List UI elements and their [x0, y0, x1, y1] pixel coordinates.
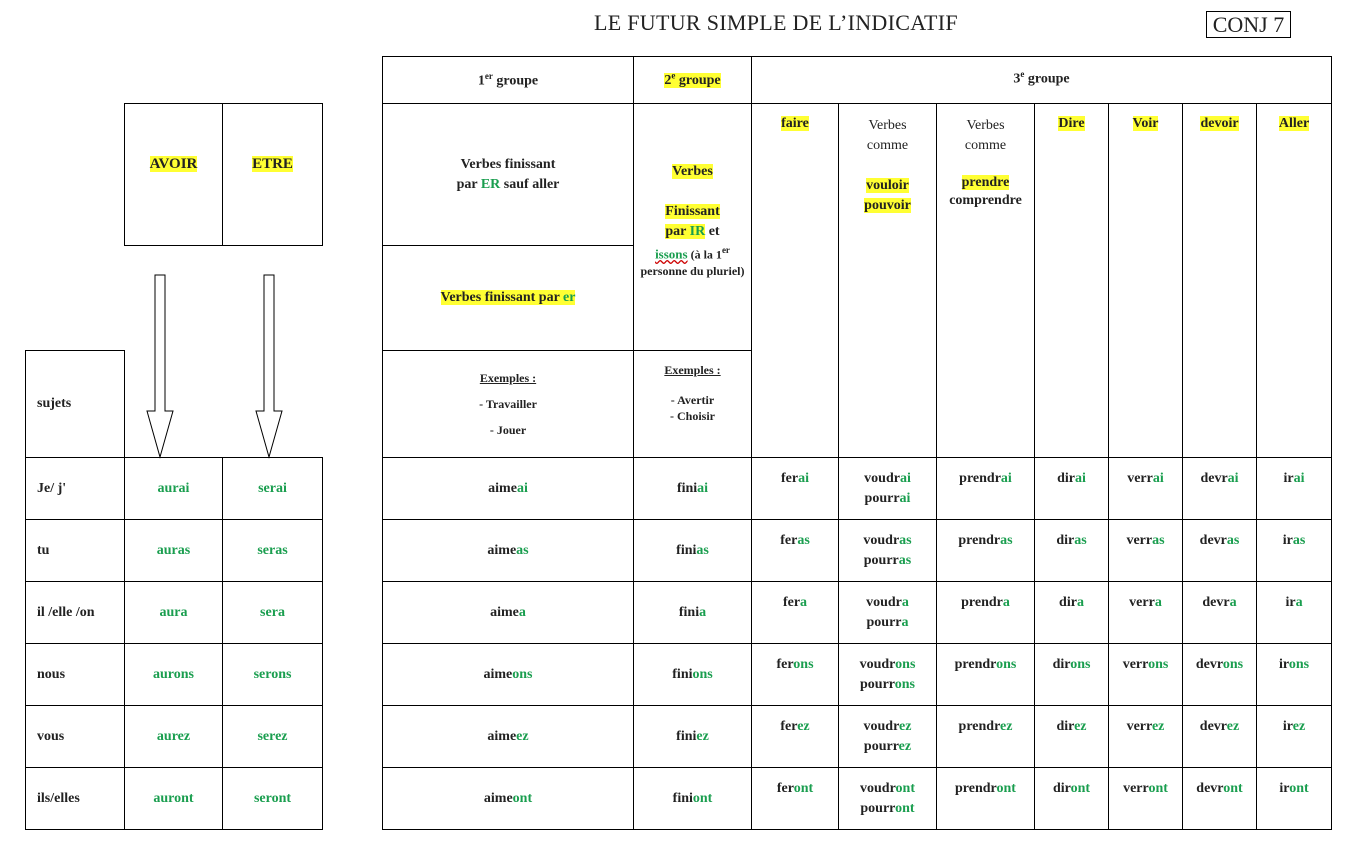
g1-form: aimeas — [383, 520, 634, 582]
aller-form: ira — [1257, 582, 1332, 644]
voir-form: verras — [1109, 520, 1183, 582]
group-1-examples: Exemples : - Travailler - Jouer — [383, 351, 634, 458]
table-row — [26, 458, 323, 520]
prendre-form: prendra — [937, 582, 1035, 644]
avoir-form: auront — [125, 768, 223, 830]
vouloir-form: voudrai pourrai — [839, 458, 937, 520]
group-3-header: 3e groupe — [752, 57, 1332, 104]
group-1-rule: Verbes finissant par ER sauf aller — [383, 104, 634, 246]
dire-form: dira — [1035, 582, 1109, 644]
aller-form: iras — [1257, 520, 1332, 582]
avoir-form: auras — [125, 520, 223, 582]
subject-cell: ils/elles — [26, 768, 125, 830]
devoir-form: devras — [1183, 520, 1257, 582]
table-row — [383, 582, 1332, 644]
verb-vouloir-header: Verbes comme vouloir pouvoir — [839, 104, 937, 458]
group-1-rule-2: Verbes finissant par er — [383, 246, 634, 351]
g2-form: finia — [634, 582, 752, 644]
faire-form: ferai — [752, 458, 839, 520]
faire-form: ferons — [752, 644, 839, 706]
table-row — [383, 644, 1332, 706]
prendre-form: prendrai — [937, 458, 1035, 520]
table-row — [383, 706, 1332, 768]
g2-form: finiont — [634, 768, 752, 830]
aller-form: irons — [1257, 644, 1332, 706]
g2-form: finias — [634, 520, 752, 582]
g1-form: aimeai — [383, 458, 634, 520]
table-row — [383, 458, 1332, 520]
g2-form: finiai — [634, 458, 752, 520]
faire-form: feras — [752, 520, 839, 582]
devoir-form: devrez — [1183, 706, 1257, 768]
g1-form: aimeont — [383, 768, 634, 830]
table-row — [26, 582, 323, 644]
faire-form: feront — [752, 768, 839, 830]
group-2-examples: Exemples : - Avertir - Choisir — [634, 351, 752, 458]
vouloir-form: voudrons pourrons — [839, 644, 937, 706]
table-row — [26, 520, 323, 582]
etre-form: serai — [223, 458, 323, 520]
voir-form: verront — [1109, 768, 1183, 830]
vouloir-form: voudra pourra — [839, 582, 937, 644]
aller-form: irai — [1257, 458, 1332, 520]
avoir-form: aurai — [125, 458, 223, 520]
avoir-form: aurons — [125, 644, 223, 706]
faire-form: ferez — [752, 706, 839, 768]
prendre-form: prendront — [937, 768, 1035, 830]
g2-form: finiez — [634, 706, 752, 768]
g1-form: aimea — [383, 582, 634, 644]
dire-form: dirai — [1035, 458, 1109, 520]
aller-form: irez — [1257, 706, 1332, 768]
aller-form: iront — [1257, 768, 1332, 830]
faire-form: fera — [752, 582, 839, 644]
table-row — [383, 520, 1332, 582]
lesson-code: CONJ 7 — [1206, 11, 1291, 38]
devoir-form: devra — [1183, 582, 1257, 644]
group-2-rule: Verbes Finissant par IR et issons (à la 1er personne du pluriel) — [634, 104, 752, 351]
page-title: LE FUTUR SIMPLE DE L’INDICATIF — [594, 10, 958, 35]
devoir-form: devrons — [1183, 644, 1257, 706]
subject-cell: nous — [26, 644, 125, 706]
vouloir-form: voudront pourront — [839, 768, 937, 830]
voir-form: verra — [1109, 582, 1183, 644]
dire-form: diront — [1035, 768, 1109, 830]
vouloir-form: voudras pourras — [839, 520, 937, 582]
dire-form: direz — [1035, 706, 1109, 768]
etre-form: sera — [223, 582, 323, 644]
avoir-form: aura — [125, 582, 223, 644]
devoir-form: devrai — [1183, 458, 1257, 520]
avoir-form: aurez — [125, 706, 223, 768]
vouloir-form: voudrez pourrez — [839, 706, 937, 768]
g1-form: aimeons — [383, 644, 634, 706]
auxiliary-conjugation-table — [25, 350, 323, 830]
subjects-label: sujets — [26, 351, 125, 458]
table-row — [26, 768, 323, 830]
devoir-form: devront — [1183, 768, 1257, 830]
verb-prendre-header: Verbes comme prendre comprendre — [937, 104, 1035, 458]
voir-form: verrai — [1109, 458, 1183, 520]
voir-form: verrons — [1109, 644, 1183, 706]
g2-form: finions — [634, 644, 752, 706]
etre-form: serez — [223, 706, 323, 768]
voir-form: verrez — [1109, 706, 1183, 768]
subject-cell: vous — [26, 706, 125, 768]
etre-form: serons — [223, 644, 323, 706]
group-1-header: 1er groupe — [383, 57, 634, 104]
etre-form: seras — [223, 520, 323, 582]
conjugation-table — [382, 56, 1332, 830]
table-row — [26, 644, 323, 706]
subject-cell: Je/ j' — [26, 458, 125, 520]
verb-aller-header: Aller — [1257, 104, 1332, 458]
verb-voir-header: Voir — [1109, 104, 1183, 458]
verb-dire-header: Dire — [1035, 104, 1109, 458]
dire-form: diras — [1035, 520, 1109, 582]
prendre-form: prendras — [937, 520, 1035, 582]
group-2-header: 2e groupe — [634, 57, 752, 104]
g1-form: aimeez — [383, 706, 634, 768]
etre-header: ETRE — [223, 104, 323, 246]
subject-cell: il /elle /on — [26, 582, 125, 644]
prendre-form: prendrons — [937, 644, 1035, 706]
avoir-header: AVOIR — [125, 104, 223, 246]
dire-form: dirons — [1035, 644, 1109, 706]
auxiliary-header-table — [124, 103, 323, 246]
subject-cell: tu — [26, 520, 125, 582]
prendre-form: prendrez — [937, 706, 1035, 768]
verb-faire-header: faire — [752, 104, 839, 458]
table-row — [383, 768, 1332, 830]
verb-devoir-header: devoir — [1183, 104, 1257, 458]
table-row — [26, 706, 323, 768]
etre-form: seront — [223, 768, 323, 830]
